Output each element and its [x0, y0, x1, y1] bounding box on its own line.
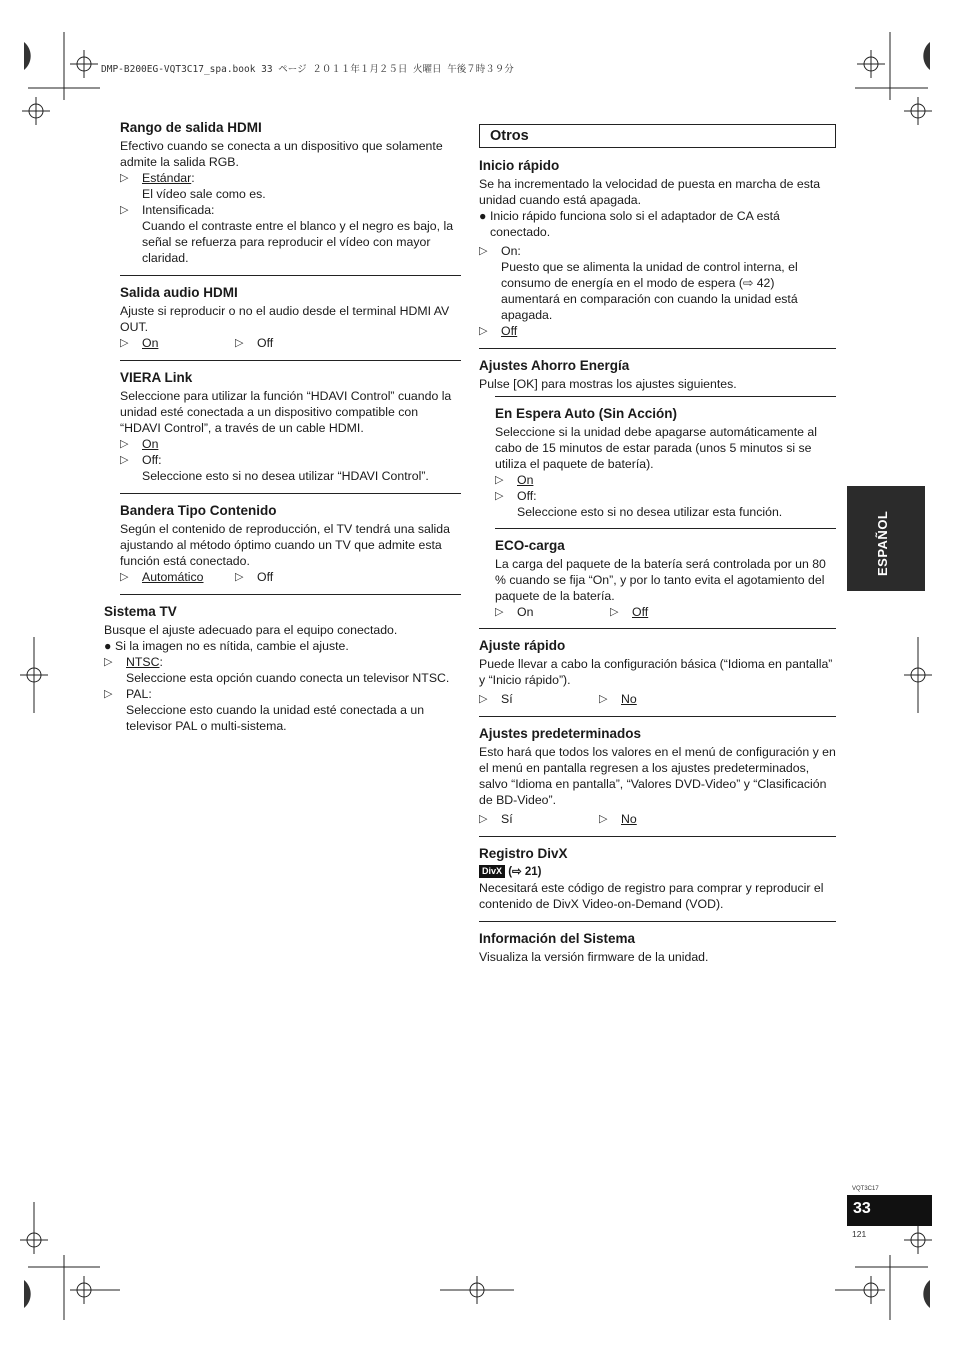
option-marker-icon: ▷	[120, 571, 129, 583]
salida-audio-section	[120, 276, 461, 361]
option-marker-icon: ▷	[104, 656, 113, 668]
option-no: No	[621, 692, 637, 706]
section-title: ECO-carga	[495, 538, 565, 553]
option-auto: Automático	[142, 570, 204, 584]
option-label: Intensificada:	[142, 203, 215, 217]
option-marker-icon: ▷	[120, 172, 129, 184]
section-desc: Busque el ajuste adecuado para el equipo conectado.	[104, 623, 398, 637]
option-marker-icon: ▷	[479, 813, 488, 825]
option-marker-icon: ▷	[120, 438, 129, 450]
option-desc: Seleccione esto si no desea utilizar “HDAVI Control”.	[142, 469, 429, 483]
section-desc: Esto hará que todos los valores en el menú de configuración y en el menú en pantalla regresen a los ajustes predeterminados, salvo “Idioma en pantalla”, “Valores DVD-Video” y “Clasificación de BD-Video”.	[479, 745, 836, 807]
option-desc: Seleccione esta opción cuando conecta un televisor NTSC.	[126, 671, 450, 685]
section-desc: Necesitará este código de registro para comprar y reproducir el contenido de DivX Video-on-Demand (VOD).	[479, 881, 824, 911]
info-sistema-section	[479, 922, 836, 974]
option-marker-icon: ▷	[599, 693, 608, 705]
option-pal: PAL:	[126, 687, 152, 701]
bandera-section	[120, 494, 461, 595]
option-marker-icon: ▷	[495, 474, 504, 486]
option-desc: El vídeo sale como es.	[142, 187, 266, 201]
bullet-icon: ●	[104, 639, 112, 653]
option-desc: Seleccione esto si no desea utilizar esta función.	[517, 505, 783, 519]
option-marker-icon: ▷	[495, 606, 504, 618]
section-title: Rango de salida HDMI	[120, 120, 262, 135]
language-tab	[847, 486, 925, 591]
section-title: Ajustes predeterminados	[479, 726, 642, 741]
language-tab-label: ESPAÑOL	[875, 510, 890, 576]
bullet-text: Si la imagen no es nítida, cambie el ajuste.	[115, 639, 349, 653]
option-marker-icon: ▷	[235, 571, 244, 583]
option-row	[479, 691, 836, 707]
section-title: Información del Sistema	[479, 931, 636, 946]
option-row	[120, 335, 461, 351]
section-title: En Espera Auto (Sin Acción)	[495, 406, 678, 421]
option-marker-icon: ▷	[104, 688, 113, 700]
option-marker-icon: ▷	[120, 204, 129, 216]
page-number-box	[847, 1195, 932, 1226]
option-row	[479, 811, 836, 827]
viera-section	[120, 361, 461, 494]
section-title: Registro DivX	[479, 846, 568, 861]
option-ntsc: NTSC	[126, 655, 160, 669]
option-on: On	[517, 605, 534, 619]
option-marker-icon: ▷	[479, 693, 488, 705]
section-desc: Según el contenido de reproducción, el TV tendrá una salida ajustando al método óptimo cuando un TV que admite esta función está conectado.	[120, 522, 450, 568]
option-marker-icon: ▷	[120, 454, 129, 466]
divx-badge: DivX	[479, 865, 505, 878]
bullet-text: Inicio rápido funciona solo si el adaptador de CA está conectado.	[490, 209, 780, 239]
section-desc: La carga del paquete de la batería será controlada por un 80 % cuando se fija “On”, y por lo tanto evita el agotamiento del paquete de la batería.	[495, 557, 826, 603]
section-desc: Se ha incrementado la velocidad de puesta en marcha de esta unidad cuando está apagada.	[479, 177, 821, 207]
document-code: VQT3C17	[852, 1186, 879, 1192]
option-marker-icon: ▷	[599, 813, 608, 825]
option-marker-icon: ▷	[120, 337, 129, 349]
sub-page-number: 121	[852, 1229, 867, 1239]
registro-divx-section	[479, 837, 836, 922]
option-label: Estándar	[142, 171, 192, 185]
option-off: Off:	[142, 453, 162, 467]
section-title: Ajuste rápido	[479, 638, 566, 653]
section-desc: Puede llevar a cabo la configuración básica (“Idioma en pantalla” y “Inicio rápido”).	[479, 657, 833, 687]
section-desc: Visualiza la versión firmware de la unidad.	[479, 950, 709, 964]
option-marker-icon: ▷	[610, 606, 619, 618]
section-desc: Pulse [OK] para mostras los ajustes siguientes.	[479, 377, 737, 391]
ajuste-rapido-section	[479, 628, 836, 717]
section-title: Bandera Tipo Contenido	[120, 503, 277, 518]
option-on: On	[142, 437, 159, 451]
option-no: No	[621, 812, 637, 826]
option-row	[495, 604, 836, 620]
predeterminados-section	[479, 717, 836, 837]
right-column	[479, 124, 836, 974]
otros-heading: Otros	[479, 124, 836, 148]
section-title: Ajustes Ahorro Energía	[479, 358, 630, 373]
section-title: Sistema TV	[104, 604, 177, 619]
left-column	[104, 120, 461, 743]
section-desc: Seleccione si la unidad debe apagarse automáticamente al cabo de 15 minutos de estar parada (unos 5 minutos si se utiliza el paquete de batería).	[495, 425, 817, 471]
section-desc: Seleccione para utilizar la función “HDAVI Control” cuando la unidad esté conectada a un dispositivo compatible con “HDAVI Control”, a través de un cable HDMI.	[120, 389, 452, 435]
option-desc: Puesto que se alimenta la unidad de control interna, el consumo de energía en el modo de espera (⇨ 42) aumentará en comparación con cuando la unidad está apagada.	[501, 260, 798, 322]
option-on: On	[142, 336, 159, 350]
section-title: Inicio rápido	[479, 158, 560, 173]
option-off: Off	[257, 336, 274, 350]
option-marker-icon: ▷	[495, 490, 504, 502]
section-title: VIERA Link	[120, 370, 193, 385]
option-si: Sí	[501, 692, 513, 706]
section-desc: Ajuste si reproducir o no el audio desde el terminal HDMI AV OUT.	[120, 304, 450, 334]
option-si: Sí	[501, 812, 513, 826]
section-desc: Efectivo cuando se conecta a un dispositivo que solamente admite la salida RGB.	[120, 139, 443, 169]
bullet-icon: ●	[479, 209, 487, 223]
option-row: ▷ Estándar:	[120, 171, 195, 185]
file-header: DMP-B200EG-VQT3C17_spa.book 33 ページ ２０１１年１月２５日 火曜日 午後７時３９分	[101, 64, 514, 75]
section-title: Salida audio HDMI	[120, 285, 238, 300]
eco-carga-subsection	[495, 528, 836, 628]
espera-auto-subsection	[495, 396, 836, 528]
option-marker-icon: ▷	[479, 245, 488, 257]
option-off: Off:	[517, 489, 537, 503]
option-on: On:	[501, 244, 521, 258]
ahorro-section	[479, 349, 836, 628]
sistema-tv-section: Sistema TV Busque el ajuste adecuado para el equipo conectado. ● Si la imagen no es nítida, cambie el ajuste. ▷ NTSC: Seleccione esta opción cuando conecta un televisor NTSC. ▷ PAL: Seleccione esto cuando la unidad esté conectada a un televisor PAL o multi-sistema.	[104, 595, 461, 743]
rango-section	[120, 120, 461, 276]
option-marker-icon: ▷	[479, 325, 488, 337]
option-desc: Cuando el contraste entre el blanco y el negro es bajo, la señal se refuerza para reproducir el vídeo con mayor claridad.	[142, 219, 454, 265]
option-marker-icon: ▷	[235, 337, 244, 349]
page-ref: (⇨ 21)	[508, 866, 542, 878]
option-off: Off	[257, 570, 274, 584]
option-row	[120, 569, 461, 585]
option-row	[120, 202, 461, 218]
page-number: 33	[853, 1200, 871, 1217]
option-desc: Seleccione esto cuando la unidad esté conectada a un televisor PAL o multi-sistema.	[126, 703, 425, 733]
option-off: Off	[632, 605, 649, 619]
option-off: Off	[501, 324, 518, 338]
inicio-rapido-section	[479, 154, 836, 349]
option-on: On	[517, 473, 534, 487]
